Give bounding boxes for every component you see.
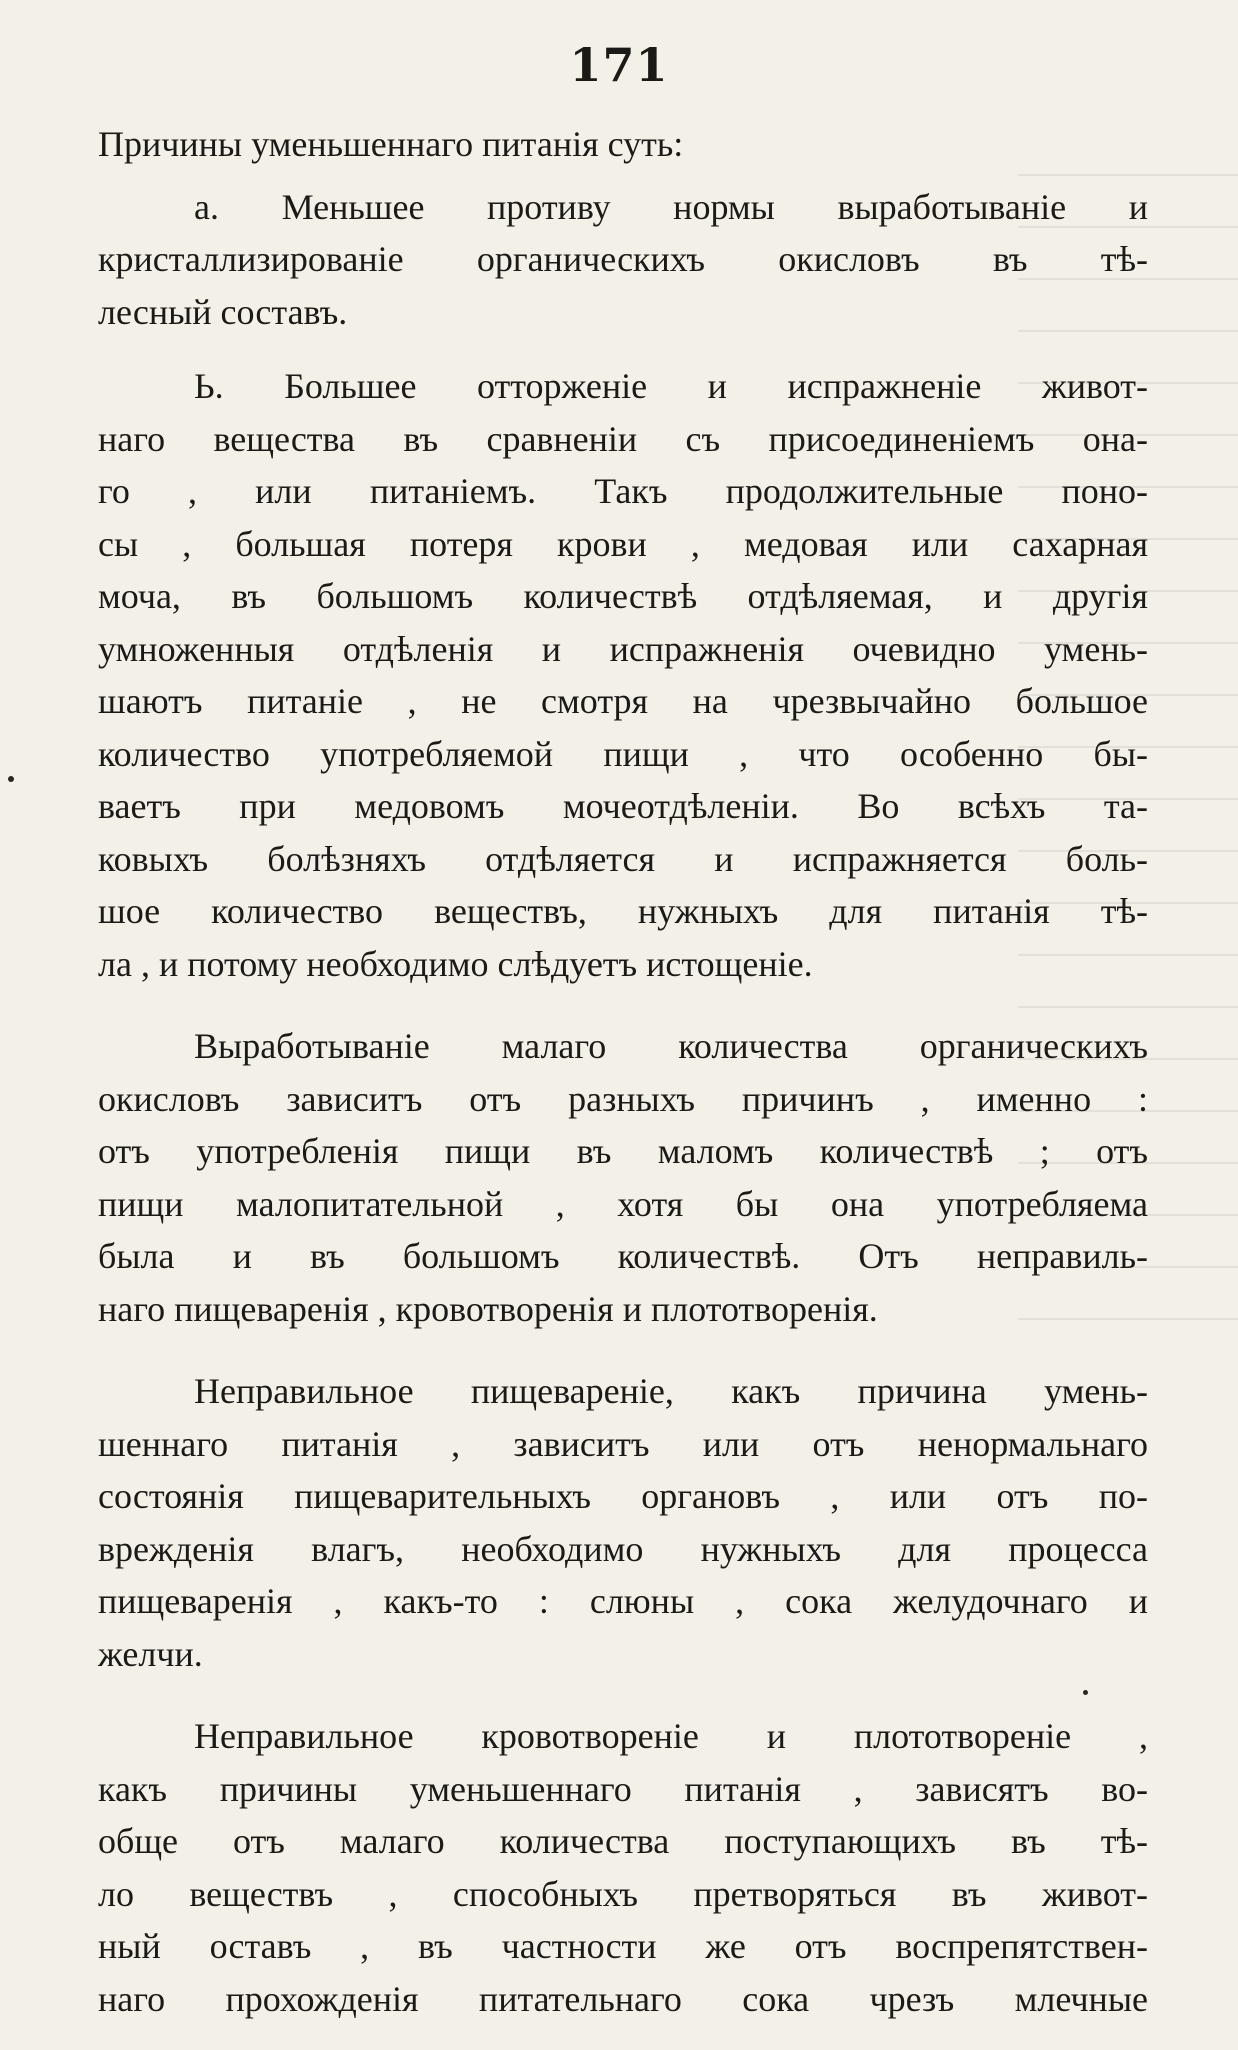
paragraph-digestion [98, 1365, 1148, 1680]
text-line: шое количество веществъ, нужныхъ для питанія тѣ- [98, 891, 1148, 931]
text-line: ла , и потому необходимо слѣдуетъ истощеніе. [98, 943, 813, 984]
text-line: количество употребляемой пищи , что особенно бы- [98, 733, 1148, 774]
text-line: сы , большая потеря крови , медовая или сахарная [98, 523, 1148, 564]
text-line: врежденія влагъ, необходимо нужныхъ для процесса [98, 1528, 1148, 1569]
paragraph-item-b [98, 360, 1148, 990]
text-line: моча, въ большомъ количествѣ отдѣляемая, и другія [98, 576, 1148, 616]
page-number: 171 [569, 38, 669, 92]
text-line: состоянія пищеварительныхъ органовъ , или отъ по- [98, 1476, 1148, 1516]
text-line: пищеваренія , какъ-то : слюны , сока желудочнаго и [98, 1581, 1148, 1621]
text-line: Неправильное пищевареніе, какъ причина умень- [194, 1371, 1148, 1411]
text-line: а. Меньшее противу нормы выработываніе и [194, 186, 1148, 227]
text-line: наго вещества въ сравненіи съ присоединеніемъ она- [98, 418, 1148, 459]
paragraph-causes [98, 1020, 1148, 1335]
text-line: Неправильное кровотвореніе и плототвореніе , [194, 1716, 1148, 1756]
text-line: желчи. [98, 1633, 203, 1674]
text-line: какъ причины уменьшеннаго питанія , зависятъ во- [98, 1768, 1148, 1809]
text-line: лесный составъ. [98, 291, 348, 332]
text-line: го , или питаніемъ. Такъ продолжительные поно- [98, 471, 1148, 511]
text-line: отъ употребленія пищи въ маломъ количествѣ ; отъ [98, 1131, 1148, 1171]
text-line: наго пищеваренія , кровотворенія и плототворенія. [98, 1288, 878, 1329]
paragraph-item-a [98, 181, 1148, 339]
text-line: Выработываніе малаго количества органическихъ [194, 1026, 1148, 1066]
text-line: обще отъ малаго количества поступающихъ въ тѣ- [98, 1821, 1148, 1861]
page-body [98, 118, 1148, 2025]
text-line: Ь. Большее отторженіе и испражненіе живот- [194, 366, 1148, 406]
text-line: наго прохожденія питательнаго сока чрезъ млечные [98, 1978, 1148, 2019]
text-line: ло веществъ , способныхъ претворяться въ живот- [98, 1873, 1148, 1914]
text-line: умноженныя отдѣленія и испражненія очевидно умень- [98, 628, 1148, 669]
text-line: ный оставъ , въ частности же отъ воспрепятствен- [98, 1926, 1148, 1966]
paragraph-intro [98, 118, 1148, 171]
text-line: Причины уменьшеннаго питанія суть: [98, 124, 684, 164]
text-line: пищи малопитательной , хотя бы она употребляема [98, 1183, 1148, 1224]
text-line: была и въ большомъ количествѣ. Отъ неправиль- [98, 1236, 1148, 1276]
text-line: шеннаго питанія , зависитъ или отъ ненормальнаго [98, 1423, 1148, 1464]
text-line: окисловъ зависитъ отъ разныхъ причинъ , именно : [98, 1078, 1148, 1119]
text-line: шаютъ питаніе , не смотря на чрезвычайно большое [98, 681, 1148, 721]
paragraph-blood-formation [98, 1710, 1148, 2025]
text-line: ковыхъ болѣзняхъ отдѣляется и испражняется боль- [98, 838, 1148, 879]
text-line: кристаллизированіе органическихъ окисловъ въ тѣ- [98, 239, 1148, 279]
ink-speck [8, 776, 14, 782]
text-line: ваетъ при медовомъ мочеотдѣленіи. Во всѣхъ та- [98, 786, 1148, 826]
